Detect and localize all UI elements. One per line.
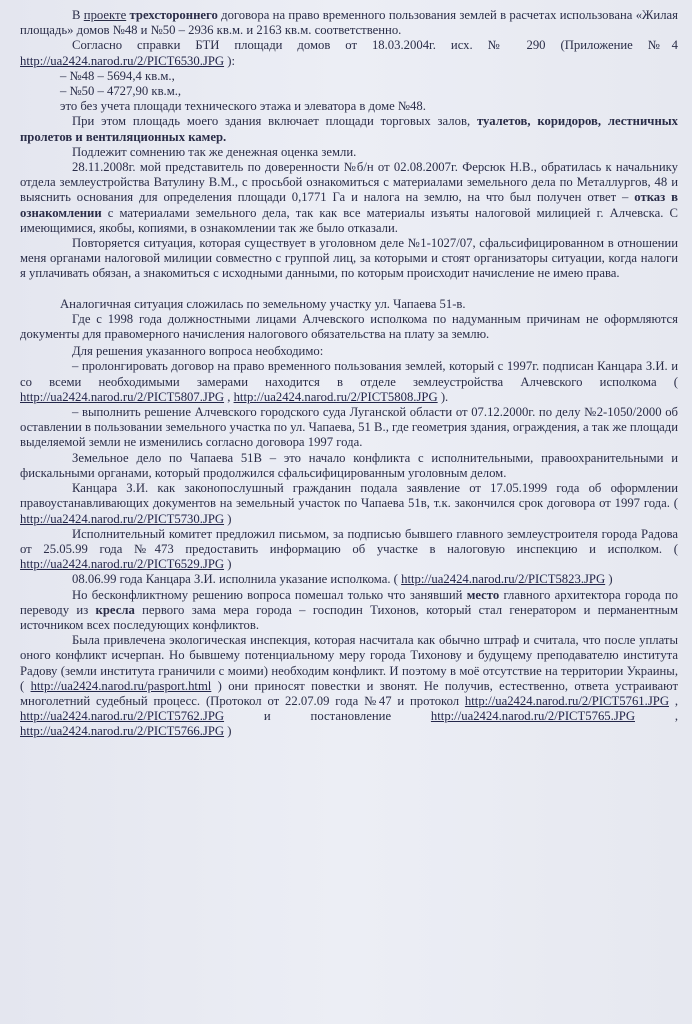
paragraph-tikhonov-conflict: Но бесконфликтному решению вопроса помешал только что занявший место главного архитектора города по переводу из кресла первого зама мера города – господин Тихонов, который стал генератором и перманентным источником всех последующих конфликтов.	[20, 587, 678, 632]
link-pasport[interactable]: http://ua2424.narod.ru/pasport.html	[30, 678, 212, 693]
link-pict5761[interactable]: http://ua2424.narod.ru/2/PICT5761.JPG	[464, 693, 669, 708]
list-item-house-50: – №50 – 4727,90 кв.м.,	[60, 84, 182, 99]
paragraph-court-decision: – выполнить решение Алчевского городского суда Луганской области от 07.12.2000г. по делу №2-1050/2000 об оставлении в пользовании земельного участка по ул. Чапаева, 51 В., где геометрия здания, ограждения, а так же площади выделяемой земли не изменились согласно договора 1997 года.	[20, 405, 678, 450]
paragraph-criminal-case: Повторяется ситуация, которая существует в уголовном деле №1-1027/07, сфальсифицированном в отношении меня органами налоговой милиции совместно с группой лиц, за которыми и стоят организаторы ситуации, когда налоги я уплачивать обязан, а знакомиться с исходными данными, по которым происходит начисление не имею права.	[20, 236, 678, 281]
paragraph-executive-committee-letter: Исполнительный комитет предложил письмом, за подписью бывшего главного землеустроителя города Радова от 25.05.99 года №473 предоставить информацию об участке в налоговую инспекцию и исполком. ( http://ua2424.narod.ru/2/PICT6529.JPG )	[20, 526, 678, 572]
paragraph-application-1999: Канцара З.И. как законопослушный гражданин подала заявление от 17.05.1999 года об оформлении правоустанавливающих документов на земельный участок по Чапаева 51в, т.к. закончился срок договора от 1997 года. ( http://ua2424.narod.ru/2/PICT5730.JPG )	[20, 481, 678, 526]
paragraph-building-area: При этом площадь моего здания включает площади торговых залов, туалетов, коридоров, лестничных пролетов и вентиляционных камер.	[20, 114, 679, 144]
paragraph-land-case-conflict: Земельное дело по Чапаева 51В – это начало конфликта с исполнительными, правоохранительными и фискальными органами, который продолжился сфальсифицированным уголовным делом.	[20, 450, 678, 480]
paragraph-ecological-inspection: Была привлечена экологическая инспекция, которая насчитала как обычно штраф и считала, что после уплаты оного конфликт исчерпан. Но бывшему потенциальному меру города Тихонову и будущему преподавателю института Радову (земли института граничили с моими) необходим конфликт. И поэтому в моё отсутствие на территории Украины,( http://ua2424.narod.ru/pasport.html ) они приносят повестки и звонят. Не получив, естественно, ответа устраивают многолетний судебный процесс. (Протокол от 22.07.09 года №47 и протокол http://ua2424.narod.ru/2/PICT5761.JPG , http://ua2424.narod.ru/2/PICT5762.JPG и постановление http://ua2424.narod.ru/2/PICT5765.JPG , http://ua2424.narod.ru/2/PICT5766.JPG )	[20, 633, 679, 739]
link-pict5766[interactable]: http://ua2424.narod.ru/2/PICT5766.JPG	[20, 724, 225, 739]
paragraph-without-technical-floor: это без учета площади технического этажа и элеватора в доме №48.	[60, 99, 426, 114]
link-pict5808[interactable]: http://ua2424.narod.ru/2/PICT5808.JPG	[233, 389, 438, 404]
link-pict5765[interactable]: http://ua2424.narod.ru/2/PICT5765.JPG	[430, 709, 635, 724]
link-pict5730[interactable]: http://ua2424.narod.ru/2/PICT5730.JPG	[20, 511, 225, 526]
paragraph-chapaeva-situation: Аналогичная ситуация сложилась по земельному участку ул. Чапаева 51-в.	[60, 296, 466, 311]
paragraph-prolong-contract: – пролонгировать договор на право временного пользования землей, который с 1997г. подписан Канцара З.И. и со всеми необходимыми замерами находится в отделе землеустройства Алчевского исполкома ( http://ua2424.narod.ru/2/PICT5807.JPG , http://ua2424.narod.ru/2/PICT5808.JPG ).	[20, 359, 678, 404]
paragraph-representative-request: 28.11.2008г. мой представитель по доверенности №б/н от 02.08.2007г. Ферсюк Н.В., обратилась к начальнику отдела землеустройства Ватулину В.М., с просьбой ознакомиться с материалами земельного дела по Металлургов, 48 и выяснить основания для определения площади 0,1771 Га и налога на землю, на что был получен ответ – отказ в ознакомлении с материалами земельного дела, так как все материалы изъяты налоговой милицией г. Алчевска. С имеющимися, якобы, копиями, в ознакомлении так же было отказали.	[20, 160, 678, 235]
paragraph-since-1998: Где с 1998 года должностными лицами Алчевского исполкома по надуманным причинам не оформляются документы для правомерного начисления налогового обязательства на плату за землю.	[20, 311, 678, 342]
list-item-house-48: – №48 – 5694,4 кв.м.,	[60, 68, 175, 83]
link-pict5823[interactable]: http://ua2424.narod.ru/2/PICT5823.JPG	[401, 572, 606, 587]
link-pict5807[interactable]: http://ua2424.narod.ru/2/PICT5807.JPG	[20, 389, 225, 404]
link-pict6529[interactable]: http://ua2424.narod.ru/2/PICT6529.JPG	[20, 557, 225, 572]
link-pict5762[interactable]: http://ua2424.narod.ru/2/PICT5762.JPG	[20, 709, 225, 724]
paragraph-bti-reference: Согласно справки БТИ площади домов от 18.03.2004г. исх. № 290 (Приложение №4 http://ua2424.narod.ru/2/PICT6530.JPG ):	[20, 38, 678, 68]
paragraph-land-valuation: Подлежит сомнению так же денежная оценка земли.	[72, 144, 357, 159]
paragraph-instruction-fulfilled: 08.06.99 года Канцара З.И. исполнила указание исполкома. ( http://ua2424.narod.ru/2/PICT5823.JPG )	[72, 572, 613, 587]
paragraph-necessary-steps: Для решения указанного вопроса необходимо:	[72, 344, 324, 359]
link-pict6530[interactable]: http://ua2424.narod.ru/2/PICT6530.JPG	[20, 53, 225, 68]
paragraph-project-contract: В проекте трехстороннего договора на право временного пользования землей в расчетах использована «Жилая площадь» домов №48 и №50 – 2936 кв.м. и 2163 кв.м. соответственно.	[20, 8, 679, 38]
